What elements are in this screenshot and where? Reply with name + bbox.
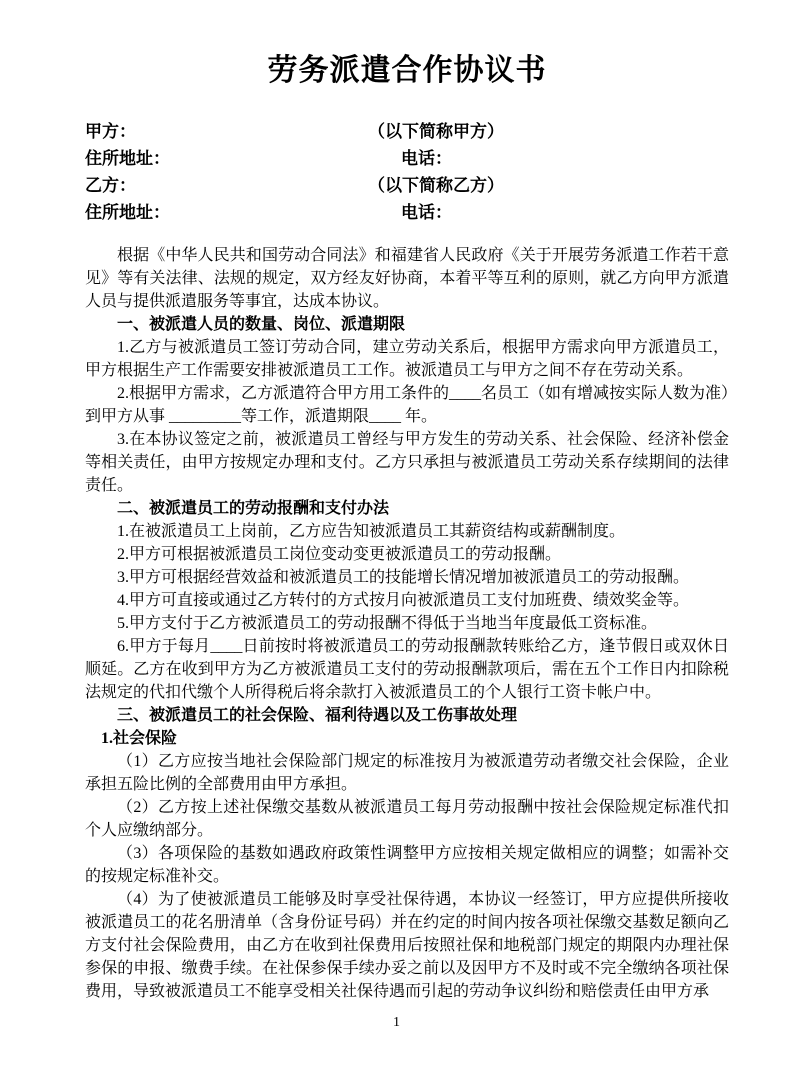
paragraph: 5.甲方支付于乙方被派遣员工的劳动报酬不得低于当地当年度最低工资标准。 [117,615,658,632]
party-row-yifang [85,172,729,199]
address-label: 住所地址： [85,203,170,222]
document-body [85,244,729,1003]
party-alias: （以下简称乙方） [368,176,504,195]
party-row-jiafang-address [85,145,729,172]
section-heading: 三、被派遣员工的社会保险、福利待遇以及工伤事故处理 [117,707,518,724]
page-number: 1 [393,1015,400,1030]
paragraph: 4.甲方可直接或通过乙方转付的方式按月向被派遣员工支付加班费、绩效奖金等。 [117,592,690,609]
address-label: 住所地址： [85,149,170,168]
paragraph: 1.乙方与被派遣员工签订劳动合同，建立劳动关系后，根据甲方需求向甲方派遣员工，甲方根据生产工作需要安排被派遣员工工作。被派遣员工与甲方之间不存在劳动关系。 [85,339,729,379]
section-heading: 二、被派遣员工的劳动报酬和支付办法 [117,500,390,517]
paragraph: （4）为了使被派遣员工能够及时享受社保待遇，本协议一经签订，甲方应提供所接收被派遣员工的花名册清单（含身份证号码）并在约定的时间内按各项社保缴交基数足额向乙方支付社会保险费用，由乙方在收到社保费用后按照社保和地税部门规定的期限内办理社保参保的申报、缴费手续。在社保参保手续办妥之前以及因甲方不及时或不完全缴纳各项社保费用，导致被派遣员工不能享受相关社保待遇而引起的劳动争议纠纷和赔偿责任由甲方承 [85,891,729,1000]
paragraph: （1）乙方应按当地社会保险部门规定的标准按月为被派遣劳动者缴交社会保险，企业承担五险比例的全部费用由甲方承担。 [85,753,729,793]
party-row-yifang-address [85,199,729,226]
phone-label: 电话： [401,203,452,222]
sub-heading: 1.社会保险 [101,730,178,747]
party-label: 甲方： [85,122,136,141]
phone-label: 电话： [401,149,452,168]
paragraph: 2.甲方可根据被派遣员工岗位变动变更被派遣员工的劳动报酬。 [117,546,562,563]
paragraph: 6.甲方于每月____日前按时将被派遣员工的劳动报酬款转账给乙方，逢节假日或双休日顺延。乙方在收到甲方为乙方被派遣员工支付的劳动报酬款项后，需在五个工作日内扣除税法规定的代扣代缴个人所得税后将余款打入被派遣员工的个人银行工资卡帐户中。 [85,638,729,701]
paragraph: 2.根据甲方需求，乙方派遣符合甲方用工条件的____名员工（如有增减按实际人数为准）到甲方从事 _________等工作，派遣期限____ 年。 [85,385,730,425]
paragraph: 3.甲方可根据经营效益和被派遣员工的技能增长情况增加被派遣员工的劳动报酬。 [117,569,690,586]
paragraph: 1.在被派遣员工上岗前，乙方应告知被派遣员工其薪资结构或薪酬制度。 [117,523,626,540]
section-heading: 一、被派遣人员的数量、岗位、派遣期限 [117,316,406,333]
party-label: 乙方： [85,176,136,195]
paragraph: 3.在本协议签定之前，被派遣员工曾经与甲方发生的劳动关系、社会保险、经济补偿金等相关责任，由甲方按规定办理和支付。乙方只承担与被派遣员工劳动关系存续期间的法律责任。 [85,431,729,494]
party-row-jiafang [85,118,729,145]
document-title: 劳务派遣合作协议书 [267,54,547,87]
paragraph: （2）乙方按上述社保缴交基数从被派遣员工每月劳动报酬中按社会保险规定标准代扣个人应缴纳部分。 [85,799,729,839]
party-alias: （以下简称甲方） [368,122,504,141]
paragraph: 根据《中华人民共和国劳动合同法》和福建省人民政府《关于开展劳务派遣工作若干意见》等有关法律、法规的规定，双方经友好协商，本着平等互利的原则，就乙方向甲方派遣人员与提供派遣服务等事宜，达成本协议。 [85,247,729,310]
paragraph: （3）各项保险的基数如遇政府政策性调整甲方应按相关规定做相应的调整；如需补交的按规定标准补交。 [85,845,729,885]
parties-block [85,118,729,226]
